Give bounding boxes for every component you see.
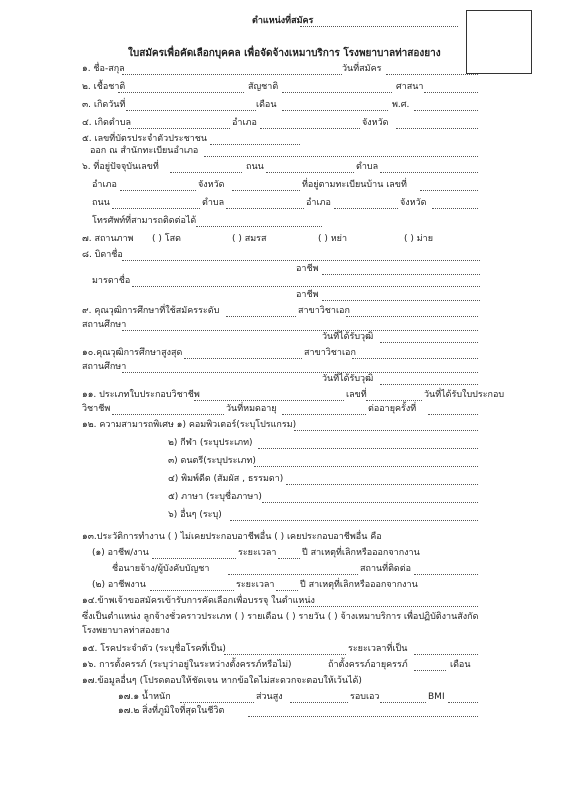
highest-graduation-label: วันที่ได้รับวุฒิ (322, 374, 374, 384)
address-tambon-field[interactable] (380, 172, 478, 173)
job2-field[interactable] (150, 590, 234, 591)
license-prof-label: วิชาชีพ (82, 404, 111, 414)
id-card-label: ๕. เลขที่บัตรประจำตัวประชาชน (82, 134, 208, 144)
address-no-field[interactable] (170, 172, 242, 173)
skills-computer-field[interactable] (294, 430, 478, 431)
birthdate-field[interactable] (126, 110, 256, 111)
address-province-label: จังหวัด (198, 180, 225, 190)
address-amphoe-label: อำเภอ (92, 180, 117, 190)
major-label: สาขาวิชาเอก (298, 306, 350, 316)
house-reg-label: ออก ณ สำนักทะเบียนอำเภอ (90, 146, 199, 156)
birth-year-label: พ.ศ. (392, 100, 410, 110)
father-label: ๘. บิดาชื่อ (82, 250, 123, 260)
license-type-label: ๑๑. ประเภทใบประกอบวิชาชีพ (82, 390, 200, 400)
height-field[interactable] (290, 702, 348, 703)
graduation-field[interactable] (380, 342, 478, 343)
job1-period-label: ระยะเวลา (238, 548, 277, 558)
status-widowed-option[interactable]: ( ) ม่าย (404, 234, 434, 244)
disease-field[interactable] (224, 654, 346, 655)
job2-label: (๒) อาชีพงาน (92, 580, 146, 590)
father-field[interactable] (122, 260, 480, 261)
weight-field[interactable] (180, 702, 254, 703)
hospital-name: โรงพยาบาลท่าสองยาง (82, 626, 170, 636)
job1-boss-field[interactable] (228, 574, 358, 575)
job1-boss-label: ชื่อนายจ้าง/ผู้บังคับบัญชา (112, 564, 210, 574)
pregnancy-age-field[interactable] (414, 670, 446, 671)
qualification-field[interactable] (226, 316, 296, 317)
skills-music-field[interactable] (254, 466, 478, 467)
highest-major-field[interactable] (352, 358, 478, 359)
reg-tambon-field[interactable] (226, 208, 304, 209)
phone-label: โทรศัพท์ที่สามารถติดต่อได้ (92, 216, 197, 226)
skills-music-label: ๓) ดนตรี(ระบุประเภท) (168, 456, 256, 466)
race-label: ๒. เชื้อชาติ (82, 82, 126, 92)
pregnancy-month-label: เดือน (450, 660, 471, 670)
reg-amphoe-field[interactable] (334, 208, 398, 209)
nationality-field[interactable] (282, 92, 392, 93)
birth-tambon-label: ๔. เกิดตำบล (82, 118, 132, 128)
reg-province-label: จังหวัด (400, 198, 427, 208)
school-label: สถานศึกษา (82, 320, 127, 330)
address-tambon-label: ตำบล (356, 162, 379, 172)
reg-road-field[interactable] (112, 208, 200, 209)
birth-tambon-field[interactable] (128, 128, 230, 129)
proud-label: ๑๗.๒ สิ่งที่ภูมิใจที่สุดในชีวิต (118, 706, 225, 716)
birth-amphoe-field[interactable] (260, 128, 360, 129)
address-road-label: ถนน (246, 162, 264, 172)
job1-place-field[interactable] (414, 574, 478, 575)
nationality-label: สัญชาติ (248, 82, 279, 92)
disease-period-label: ระยะเวลาที่เป็น (348, 644, 408, 654)
birth-amphoe-label: อำเภอ (232, 118, 257, 128)
address-amphoe-field[interactable] (120, 190, 196, 191)
job2-period-field[interactable] (276, 590, 298, 591)
birth-year-field[interactable] (414, 110, 478, 111)
job1-label: (๑) อาชีพ/งาน (92, 548, 149, 558)
job1-reason-label: ปี สาเหตุที่เลิกหรือออกจากงาน (302, 548, 420, 558)
marital-status-label: ๗. สถานภาพ (82, 234, 134, 244)
mother-job-field[interactable] (322, 300, 480, 301)
highest-qualification-label: ๑๐.คุณวุฒิการศึกษาสูงสุด (82, 348, 183, 358)
address-road-field[interactable] (266, 172, 354, 173)
school-field[interactable] (122, 330, 478, 331)
pregnancy-label: ๑๖. การตั้งครรภ์ (ระบุว่าอยู่ในระหว่างตั้งครรภ์หรือไม่) (82, 660, 292, 670)
father-job-label: อาชีพ (296, 264, 319, 274)
status-single-option[interactable]: ( ) โสด (152, 234, 181, 244)
license-expire-label: วันที่หมดอายุ (226, 404, 277, 414)
waist-label: รอบเอว (350, 692, 380, 702)
religion-label: ศาสนา (396, 82, 424, 92)
license-type-field[interactable] (194, 400, 344, 401)
skills-language-label: ๕) ภาษา (ระบุชื่อภาษา) (168, 492, 262, 502)
reg-amphoe-label: อำเภอ (306, 198, 331, 208)
position-label: ตำแหน่งที่สมัคร (252, 16, 314, 26)
status-divorced-option[interactable]: ( ) หย่า (318, 234, 348, 244)
status-married-option[interactable]: ( ) สมรส (232, 234, 267, 244)
highest-graduation-field[interactable] (380, 384, 478, 385)
birth-month-field[interactable] (282, 110, 388, 111)
height-label: ส่วนสูง (256, 692, 283, 702)
highest-major-label: สาขาวิชาเอก (304, 348, 356, 358)
reg-tambon-label: ตำบล (202, 198, 225, 208)
job2-reason-label: ปี สาเหตุที่เลิกหรือออกจากงาน (300, 580, 418, 590)
mother-label: มารดาชื่อ (92, 276, 131, 286)
mother-job-label: อาชีพ (296, 290, 319, 300)
job1-place-label: สถานที่ติดต่อ (360, 564, 412, 574)
id-card-field[interactable] (210, 144, 300, 145)
apply-date-label: วันที่สมัคร (342, 64, 382, 74)
graduation-label: วันที่ได้รับวุฒิ (322, 332, 374, 342)
reg-road-label: ถนน (92, 198, 110, 208)
license-renew-field[interactable] (428, 414, 478, 415)
skills-other-field[interactable] (230, 520, 478, 521)
mother-field[interactable] (132, 286, 480, 287)
highest-qualification-field[interactable] (184, 358, 302, 359)
employment-type-line: ซึ่งเป็นตำแหน่ง ลูกจ้างชั่วคราวประเภท ( ) รายเดือน ( ) รายวัน ( ) จ้างเหมาบริการ เพื่อปฏิบัติงานสังกัด (82, 612, 479, 622)
religion-field[interactable] (424, 92, 478, 93)
name-label: ๑. ชื่อ-สกุล (82, 64, 125, 74)
skills-other-label: ๖) อื่นๆ (ระบุ) (168, 510, 222, 520)
job1-period-field[interactable] (278, 558, 300, 559)
weight-label: ๑๗.๑ น้ำหนัก (118, 692, 171, 702)
skills-sport-field[interactable] (258, 448, 478, 449)
major-field[interactable] (346, 316, 478, 317)
license-prof-field[interactable] (112, 414, 224, 415)
reg-address-field[interactable] (420, 190, 478, 191)
waist-field[interactable] (380, 702, 426, 703)
job1-field[interactable] (152, 558, 236, 559)
name-field[interactable] (122, 74, 342, 75)
race-field[interactable] (118, 92, 244, 93)
other-info-label: ๑๗.ข้อมูลอื่นๆ (โปรดตอบให้ชัดเจน หากข้อใดไม่สะดวกจะตอบให้เว้นได้) (82, 676, 362, 686)
highest-school-field[interactable] (122, 372, 478, 373)
license-issued-label: วันที่ได้รับใบประกอบ (424, 390, 505, 400)
birth-province-field[interactable] (396, 128, 478, 129)
skills-computer-label: ๑๒. ความสามารถพิเศษ ๑) คอมพิวเตอร์(ระบุโปรแกรม) (82, 420, 297, 430)
address-label: ๖. ที่อยู่ปัจจุบันเลขที่ (82, 162, 159, 172)
reg-address-label: ที่อยู่ตามทะเบียนบ้าน เลขที่ (302, 180, 407, 190)
position-field[interactable] (300, 26, 458, 27)
skills-language-field[interactable] (262, 502, 478, 503)
birthdate-label: ๓. เกิดวันที่ (82, 100, 126, 110)
birth-month-label: เดือน (256, 100, 277, 110)
photo-box (466, 10, 532, 74)
reg-province-field[interactable] (432, 208, 478, 209)
license-no-field[interactable] (366, 400, 422, 401)
license-no-label: เลขที่ (346, 390, 367, 400)
house-reg-field[interactable] (204, 156, 478, 157)
apply-position-field[interactable] (298, 606, 478, 607)
form-title: ใบสมัครเพื่อคัดเลือกบุคคล เพื่อจัดจ้างเหมาบริการ โรงพยาบาลท่าสองยาง (128, 48, 441, 59)
address-province-field[interactable] (232, 190, 300, 191)
license-expire-field[interactable] (282, 414, 366, 415)
qualification-label: ๙. คุณวุฒิการศึกษาที่ใช้สมัครระดับ (82, 306, 220, 316)
apply-position-label: ๑๔.ข้าพเจ้าขอสมัครเข้ารับการคัดเลือกเพื่อบรรจุ ในตำแหน่ง (82, 596, 315, 606)
apply-date-field[interactable] (386, 74, 478, 75)
birth-province-label: จังหวัด (362, 118, 389, 128)
job2-period-label: ระยะเวลา (236, 580, 275, 590)
skills-typing-label: ๔) พิมพ์ดีด (สัมผัส , ธรรมดา) (168, 474, 284, 484)
highest-school-label: สถานศึกษา (82, 362, 127, 372)
proud-field[interactable] (248, 716, 478, 717)
skills-sport-label: ๒) กีฬา (ระบุประเภท) (168, 438, 253, 448)
skills-typing-field[interactable] (286, 484, 478, 485)
work-history-label: ๑๓.ประวัติการทำงาน ( ) ไม่เคยประกอบอาชีพอื่น ( ) เคยประกอบอาชีพอื่น คือ (82, 532, 382, 542)
pregnancy-age-label: ถ้าตั้งครรภ์อายุครรภ์ (328, 660, 408, 670)
disease-label: ๑๕. โรคประจำตัว (ระบุชื่อโรคที่เป็น) (82, 644, 226, 654)
bmi-field[interactable] (448, 702, 478, 703)
bmi-label: BMI (428, 692, 445, 702)
disease-period-field[interactable] (414, 654, 478, 655)
father-job-field[interactable] (322, 274, 480, 275)
phone-field[interactable] (196, 226, 322, 227)
license-renew-label: ต่ออายุครั้งที่ (368, 404, 417, 414)
